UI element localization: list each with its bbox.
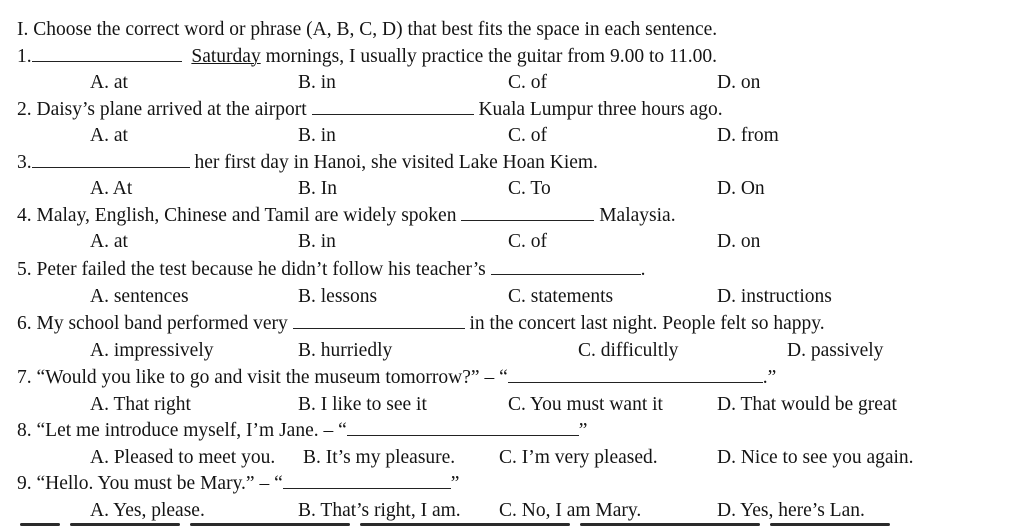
question-9 bbox=[17, 473, 459, 495]
answer-blank[interactable] bbox=[491, 259, 641, 275]
question-text: 7. “Would you like to go and visit the museum tomorrow?” – “ bbox=[17, 367, 508, 388]
option-b[interactable]: B. in bbox=[298, 72, 336, 93]
question-1 bbox=[17, 46, 717, 68]
option-b[interactable]: B. That’s right, I am. bbox=[298, 500, 461, 521]
question-6 bbox=[17, 313, 825, 335]
option-a[interactable]: A. sentences bbox=[90, 286, 189, 307]
option-a[interactable]: A. at bbox=[90, 125, 128, 146]
text-fragment bbox=[360, 523, 570, 526]
question-text: 2. Daisy’s plane arrived at the airport bbox=[17, 99, 307, 120]
question-8 bbox=[17, 420, 587, 442]
option-d[interactable]: D. on bbox=[717, 72, 761, 93]
option-c[interactable]: C. difficultly bbox=[578, 340, 679, 361]
question-text-end: ” bbox=[450, 473, 460, 494]
question-4 bbox=[17, 205, 676, 227]
question-text: 8. “Let me introduce myself, I’m Jane. – “ bbox=[17, 420, 347, 441]
option-c[interactable]: C. No, I am Mary. bbox=[499, 500, 642, 521]
question-text-end: in the concert last night. People felt so happy. bbox=[464, 313, 825, 334]
option-a[interactable]: A. Pleased to meet you. bbox=[90, 447, 276, 468]
answer-blank[interactable] bbox=[293, 313, 465, 329]
option-a[interactable]: A. That right bbox=[90, 394, 191, 415]
answer-blank[interactable] bbox=[508, 367, 763, 383]
underlined-word: Saturday bbox=[191, 46, 261, 67]
option-d[interactable]: D. On bbox=[717, 178, 765, 199]
option-c[interactable]: C. of bbox=[508, 125, 547, 146]
option-b[interactable]: B. I like to see it bbox=[298, 394, 427, 415]
option-b[interactable]: B. in bbox=[298, 125, 336, 146]
answer-blank[interactable] bbox=[32, 46, 182, 62]
cut-off-next-line bbox=[0, 521, 1024, 531]
option-c[interactable]: C. You must want it bbox=[508, 394, 663, 415]
question-text: mornings, I usually practice the guitar from 9.00 to 11.00. bbox=[260, 46, 718, 67]
question-text: 4. Malay, English, Chinese and Tamil are widely spoken bbox=[17, 205, 457, 226]
option-b[interactable]: B. In bbox=[298, 178, 337, 199]
option-c[interactable]: C. of bbox=[508, 231, 547, 252]
answer-blank[interactable] bbox=[312, 99, 474, 115]
option-a[interactable]: A. At bbox=[90, 178, 133, 199]
option-c[interactable]: C. I’m very pleased. bbox=[499, 447, 658, 468]
option-c[interactable]: C. To bbox=[508, 178, 551, 199]
question-text-end: .” bbox=[762, 367, 777, 388]
option-c[interactable]: C. of bbox=[508, 72, 547, 93]
option-a[interactable]: A. at bbox=[90, 231, 128, 252]
answer-blank[interactable] bbox=[461, 205, 594, 221]
answer-blank[interactable] bbox=[347, 420, 579, 436]
question-7 bbox=[17, 367, 776, 389]
option-c[interactable]: C. statements bbox=[508, 286, 614, 307]
option-a[interactable]: A. Yes, please. bbox=[90, 500, 205, 521]
option-d[interactable]: D. instructions bbox=[717, 286, 832, 307]
option-d[interactable]: D. on bbox=[717, 231, 761, 252]
answer-blank[interactable] bbox=[283, 473, 451, 489]
option-b[interactable]: B. hurriedly bbox=[298, 340, 393, 361]
question-text-end: Kuala Lumpur three hours ago. bbox=[473, 99, 723, 120]
option-d[interactable]: D. Yes, here’s Lan. bbox=[717, 500, 865, 521]
option-b[interactable]: B. in bbox=[298, 231, 336, 252]
option-b[interactable]: B. It’s my pleasure. bbox=[303, 447, 456, 468]
text-fragment bbox=[770, 523, 890, 526]
option-d[interactable]: D. from bbox=[717, 125, 779, 146]
question-text: her first day in Hanoi, she visited Lake Hoan Kiem. bbox=[189, 152, 598, 173]
question-text-end: . bbox=[640, 259, 646, 280]
option-d[interactable]: D. passively bbox=[787, 340, 884, 361]
option-d[interactable]: D. That would be great bbox=[717, 394, 897, 415]
text-fragment bbox=[580, 523, 760, 526]
question-2 bbox=[17, 99, 723, 121]
text-fragment bbox=[190, 523, 350, 526]
section-heading: I. Choose the correct word or phrase (A, B, C, D) that best fits the space in each sentence. bbox=[17, 19, 718, 40]
question-text-end: ” bbox=[578, 420, 588, 441]
question-text: 9. “Hello. You must be Mary.” – “ bbox=[17, 473, 283, 494]
question-3 bbox=[17, 152, 598, 174]
question-number: 3. bbox=[17, 152, 32, 173]
text-fragment bbox=[70, 523, 180, 526]
question-text: 5. Peter failed the test because he didn’t follow his teacher’s bbox=[17, 259, 486, 280]
question-text-end: Malaysia. bbox=[594, 205, 676, 226]
question-5 bbox=[17, 259, 646, 281]
question-number: 1. bbox=[17, 46, 32, 67]
answer-blank[interactable] bbox=[32, 152, 190, 168]
option-b[interactable]: B. lessons bbox=[298, 286, 378, 307]
question-text: 6. My school band performed very bbox=[17, 313, 288, 334]
option-a[interactable]: A. at bbox=[90, 72, 128, 93]
option-a[interactable]: A. impressively bbox=[90, 340, 214, 361]
text-fragment bbox=[20, 523, 60, 526]
option-d[interactable]: D. Nice to see you again. bbox=[717, 447, 914, 468]
